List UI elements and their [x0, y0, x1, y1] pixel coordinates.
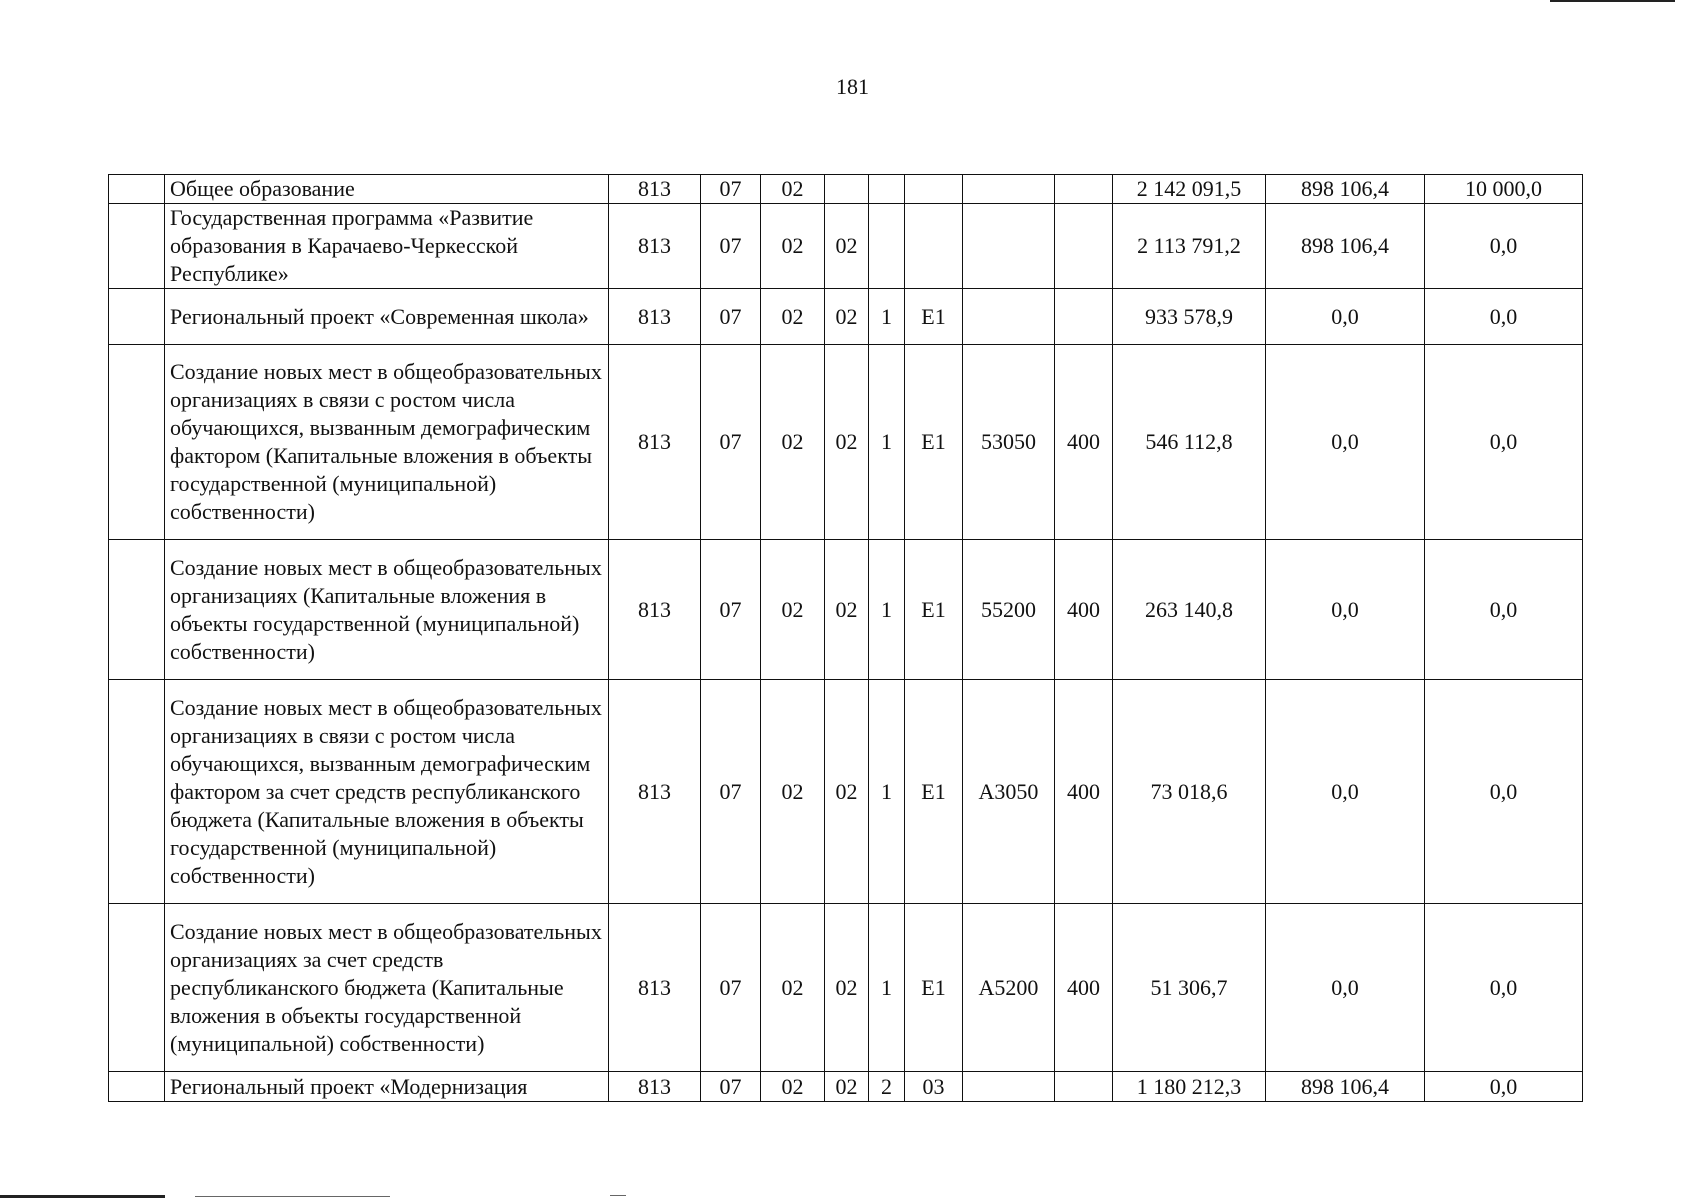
row-name: Региональный проект «Модернизация [165, 1072, 609, 1102]
col-section: 07 [701, 1072, 761, 1102]
col-amount-3: 0,0 [1425, 204, 1583, 289]
table-row [109, 540, 1583, 680]
col-subsection: 02 [761, 680, 825, 904]
col-subprogram: 1 [869, 540, 905, 680]
table-row [109, 289, 1583, 345]
col-expense-type [1055, 289, 1113, 345]
col-section: 07 [701, 540, 761, 680]
budget-table [108, 174, 1583, 1102]
col-amount-2: 0,0 [1266, 345, 1425, 540]
scan-line-top-right [1550, 0, 1675, 2]
col-expense-type: 400 [1055, 904, 1113, 1072]
col-expense-type: 400 [1055, 680, 1113, 904]
col-program: 02 [825, 345, 869, 540]
row-number-cell [109, 904, 165, 1072]
col-amount-2: 0,0 [1266, 289, 1425, 345]
col-direction: 53050 [963, 345, 1055, 540]
col-subprogram: 1 [869, 680, 905, 904]
table-row [109, 904, 1583, 1072]
col-subprogram: 2 [869, 1072, 905, 1102]
row-number-cell [109, 289, 165, 345]
col-subsection: 02 [761, 540, 825, 680]
col-section: 07 [701, 345, 761, 540]
col-section: 07 [701, 904, 761, 1072]
col-amount-3: 0,0 [1425, 1072, 1583, 1102]
row-name: Создание новых мест в общеобразовательных организациях (Капитальные вложения в объекты государственной (муниципальной) собственности) [165, 540, 609, 680]
col-amount-3: 0,0 [1425, 680, 1583, 904]
col-direction [963, 1072, 1055, 1102]
col-amount-2: 898 106,4 [1266, 204, 1425, 289]
scan-line-bottom-left [0, 1195, 165, 1198]
row-name: Создание новых мест в общеобразовательных организациях за счет средств республиканского бюджета (Капитальные вложения в объекты государственной (муниципальной) собственности) [165, 904, 609, 1072]
col-ministry: 813 [609, 540, 701, 680]
row-name: Общее образование [165, 175, 609, 204]
col-direction [963, 204, 1055, 289]
col-amount-2: 0,0 [1266, 680, 1425, 904]
col-section: 07 [701, 175, 761, 204]
col-direction [963, 289, 1055, 345]
table-row [109, 175, 1583, 204]
row-number-cell [109, 1072, 165, 1102]
row-number-cell [109, 680, 165, 904]
col-amount-3: 0,0 [1425, 345, 1583, 540]
col-project: 03 [905, 1072, 963, 1102]
col-amount-1: 933 578,9 [1113, 289, 1266, 345]
table-row [109, 1072, 1583, 1102]
row-name: Создание новых мест в общеобразовательных организациях в связи с ростом числа обучающихся, вызванным демографическим фактором (Капитальные вложения в объекты государственной (муниципальной) собственности) [165, 345, 609, 540]
col-ministry: 813 [609, 680, 701, 904]
col-direction: 55200 [963, 540, 1055, 680]
col-section: 07 [701, 680, 761, 904]
row-number-cell [109, 540, 165, 680]
col-project: E1 [905, 540, 963, 680]
col-project: E1 [905, 904, 963, 1072]
col-amount-1: 2 113 791,2 [1113, 204, 1266, 289]
col-direction [963, 175, 1055, 204]
row-number-cell [109, 204, 165, 289]
row-number-cell [109, 345, 165, 540]
col-amount-3: 0,0 [1425, 289, 1583, 345]
col-amount-3: 0,0 [1425, 540, 1583, 680]
col-program: 02 [825, 1072, 869, 1102]
table-row [109, 204, 1583, 289]
row-number-cell [109, 175, 165, 204]
col-section: 07 [701, 204, 761, 289]
col-ministry: 813 [609, 904, 701, 1072]
row-name: Региональный проект «Современная школа» [165, 289, 609, 345]
col-subprogram [869, 204, 905, 289]
col-amount-1: 51 306,7 [1113, 904, 1266, 1072]
col-amount-1: 263 140,8 [1113, 540, 1266, 680]
col-direction: A3050 [963, 680, 1055, 904]
col-subprogram: 1 [869, 289, 905, 345]
col-subsection: 02 [761, 289, 825, 345]
col-project: E1 [905, 289, 963, 345]
col-ministry: 813 [609, 204, 701, 289]
table-row [109, 680, 1583, 904]
col-project: E1 [905, 680, 963, 904]
col-subprogram: 1 [869, 904, 905, 1072]
col-program: 02 [825, 540, 869, 680]
col-project: E1 [905, 345, 963, 540]
col-amount-1: 546 112,8 [1113, 345, 1266, 540]
scan-line-bottom-mid [195, 1196, 390, 1197]
col-expense-type: 400 [1055, 540, 1113, 680]
col-project [905, 204, 963, 289]
col-project [905, 175, 963, 204]
col-subsection: 02 [761, 904, 825, 1072]
col-direction: A5200 [963, 904, 1055, 1072]
col-ministry: 813 [609, 345, 701, 540]
col-subprogram: 1 [869, 345, 905, 540]
col-amount-1: 1 180 212,3 [1113, 1072, 1266, 1102]
col-program: 02 [825, 904, 869, 1072]
table-row [109, 345, 1583, 540]
col-amount-1: 2 142 091,5 [1113, 175, 1266, 204]
col-amount-2: 0,0 [1266, 904, 1425, 1072]
col-expense-type [1055, 204, 1113, 289]
col-amount-2: 0,0 [1266, 540, 1425, 680]
row-name: Государственная программа «Развитие образования в Карачаево-Черкесской Республике» [165, 204, 609, 289]
col-program: 02 [825, 204, 869, 289]
col-subsection: 02 [761, 1072, 825, 1102]
row-name: Создание новых мест в общеобразовательных организациях в связи с ростом числа обучающихся, вызванным демографическим фактором за счет средств республиканского бюджета (Капитальные вложения в объекты государственной (муниципальной) собственности) [165, 680, 609, 904]
col-subsection: 02 [761, 175, 825, 204]
col-ministry: 813 [609, 1072, 701, 1102]
col-ministry: 813 [609, 289, 701, 345]
col-section: 07 [701, 289, 761, 345]
col-program: 02 [825, 680, 869, 904]
col-ministry: 813 [609, 175, 701, 204]
col-amount-1: 73 018,6 [1113, 680, 1266, 904]
col-amount-2: 898 106,4 [1266, 1072, 1425, 1102]
col-amount-3: 10 000,0 [1425, 175, 1583, 204]
col-expense-type [1055, 1072, 1113, 1102]
col-subsection: 02 [761, 345, 825, 540]
page-number: 181 [836, 74, 869, 99]
col-expense-type [1055, 175, 1113, 204]
col-program: 02 [825, 289, 869, 345]
col-subprogram [869, 175, 905, 204]
col-amount-2: 898 106,4 [1266, 175, 1425, 204]
col-program [825, 175, 869, 204]
col-subsection: 02 [761, 204, 825, 289]
col-expense-type: 400 [1055, 345, 1113, 540]
scan-line-bottom-dash [610, 1195, 626, 1196]
col-amount-3: 0,0 [1425, 904, 1583, 1072]
